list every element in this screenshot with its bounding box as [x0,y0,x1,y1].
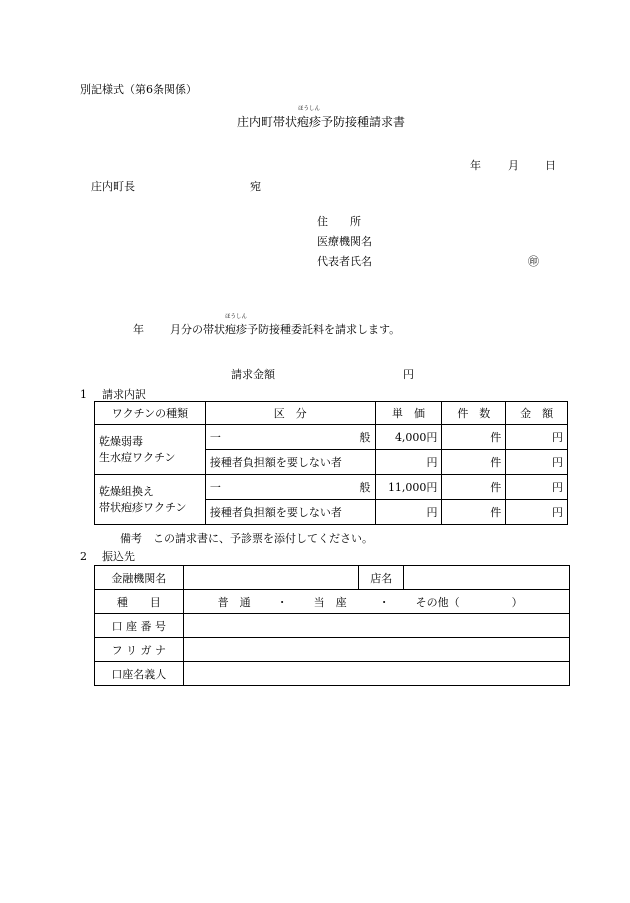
category-right: 般 [359,481,371,494]
vaccine-name-cell [95,425,206,475]
type-ordinary[interactable]: 普 通 [217,595,251,609]
date-month: 月 [508,159,519,172]
count-cell: 件 [442,475,506,500]
category-cell: 接種者負担額を要しない者 [205,450,375,475]
header-vaccine: ワクチンの種類 [95,402,206,425]
type-separator: ・ [378,595,390,609]
bank-name-field[interactable] [183,566,359,590]
account-type-label: 種 目 [95,590,184,614]
section2-title: 振込先 [102,550,135,563]
amount-cell: 円 [506,500,568,525]
category-cell [205,425,375,450]
form-label: 別記様式（第6条関係） [80,83,197,96]
unit-price-cell: 円 [375,500,442,525]
total-label: 請求金額 [231,368,275,381]
account-holder-field[interactable] [183,662,569,686]
vaccine-name-cell [95,475,206,525]
type-current[interactable]: 当 座 [313,595,347,609]
account-holder-label: 口座名義人 [95,662,184,686]
seal-mark: ㊞ [528,255,539,268]
table-row [95,475,568,500]
section1-heading [80,386,146,402]
count-cell: 件 [442,425,506,450]
branch-field[interactable] [404,566,570,590]
bank-name-row [95,566,570,590]
breakdown-table [94,401,568,525]
addressee-name: 庄内町長 [91,180,135,193]
amount-cell: 円 [506,450,568,475]
section1-number: 1 [80,388,87,401]
request-ruby [225,314,248,337]
title-ruby-base: 疱疹 [297,115,322,129]
request-statement [133,314,401,337]
amount-cell: 円 [506,425,568,450]
furigana-field[interactable] [183,638,569,662]
category-cell: 接種者負担額を要しない者 [205,500,375,525]
applicant-institution-label: 医療機関名 [317,235,372,248]
account-type-options[interactable] [183,590,569,614]
addressee-honorific: 宛 [250,180,261,193]
bank-name-label: 金融機関名 [95,566,184,590]
branch-label: 店名 [359,566,404,590]
unit-price-cell: 円 [375,450,442,475]
applicant-representative-label: 代表者氏名 [317,255,372,268]
vaccine-name-line1: 乾燥弱毒 [99,434,143,448]
account-number-row [95,614,570,638]
type-separator: ・ [276,595,288,609]
page-title [237,106,406,130]
request-year: 年 [133,323,144,336]
account-number-field[interactable] [183,614,569,638]
total-unit: 円 [403,368,414,381]
request-ruby-text: ほうしん [225,314,248,320]
category-right: 般 [359,431,371,444]
type-other-close: ） [511,595,523,609]
title-ruby-text: ほうしん [298,106,321,112]
unit-price-cell: 4,000円 [375,425,442,450]
account-number-label: 口 座 番 号 [95,614,184,638]
applicant-address-label: 住 所 [317,215,361,228]
furigana-label: フ リ ガ ナ [95,638,184,662]
section2-number: 2 [80,550,87,563]
category-cell [205,475,375,500]
furigana-row [95,638,570,662]
bank-table [94,565,570,686]
account-holder-row [95,662,570,686]
table-row [95,425,568,450]
unit-price-cell: 11,000円 [375,475,442,500]
title-suffix: 予防接種請求書 [321,115,406,129]
request-ruby-base: 疱疹 [225,323,247,336]
count-cell: 件 [442,500,506,525]
count-cell: 件 [442,450,506,475]
section2-heading [80,548,135,564]
category-left: 一 [209,431,221,444]
vaccine-name-line2: 帯状疱疹ワクチン [99,500,187,514]
note-text: 備考 この請求書に、予診票を添付してください。 [120,532,373,545]
title-prefix: 庄内町帯状 [237,115,298,129]
section1-title: 請求内訳 [102,388,146,401]
date-year: 年 [470,159,481,172]
request-suffix: 予防接種委託料を請求します。 [247,323,401,336]
date-day: 日 [545,159,556,172]
header-category: 区 分 [205,402,375,425]
title-ruby [297,106,322,130]
breakdown-header-row [95,402,568,425]
type-other[interactable]: その他（ [415,595,460,609]
header-count: 件 数 [442,402,506,425]
vaccine-name-line2: 生水痘ワクチン [99,450,176,464]
category-left: 一 [209,481,221,494]
account-type-row [95,590,570,614]
request-month-text: 月分の帯状 [170,323,225,336]
amount-cell: 円 [506,475,568,500]
vaccine-name-line1: 乾燥組換え [99,484,154,498]
header-amount: 金 額 [506,402,568,425]
header-unit-price: 単 価 [375,402,442,425]
